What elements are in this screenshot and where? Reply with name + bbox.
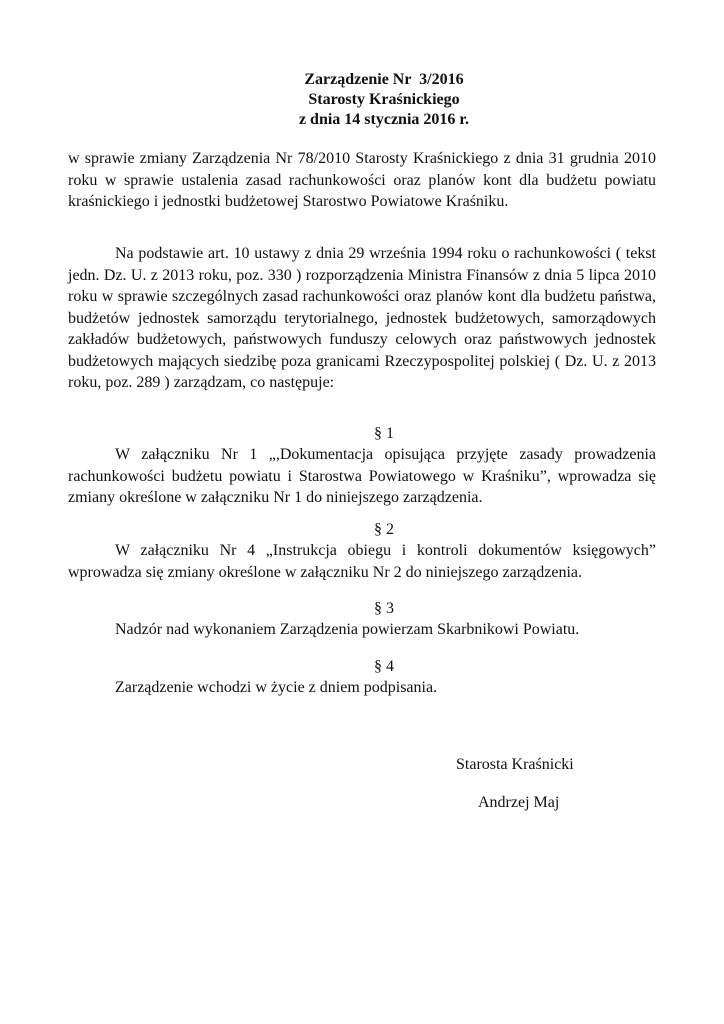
section-1-text: W załączniku Nr 1 „,Dokumentacja opisująca przyjęte zasady prowadzenia rachunkowości budżetu powiatu i Starostwa Powiatowego w Kraśniku”, wprowadza się zmiany określone w załączniku Nr 1 do niniejszego zarządzenia.	[68, 446, 656, 506]
subject-paragraph: w sprawie zmiany Zarządzenia Nr 78/2010 Starosty Kraśnickiego z dnia 31 grudnia 2010 roku w sprawie ustalenia zasad rachunkowości oraz planów kont dla budżetu powiatu kraśnickiego i jednostki budżetowej Starostwo Powiatowe Kraśniku.	[68, 150, 656, 210]
section-3-text: Nadzór nad wykonaniem Zarządzenia powierzam Skarbnikowi Powiatu.	[115, 621, 580, 638]
legal-basis-paragraph: Na podstawie art. 10 ustawy z dnia 29 września 1994 roku o rachunkowości ( tekst jedn. Dz. U. z 2013 roku, poz. 330 ) rozporządzenia Ministra Finansów z dnia 5 lipca 2010 roku w sprawie szczególnych zasad rachunkowości oraz planów kont dla budżetu państwa, budżetów jednostek samorządu terytorialnego, jednostek budżetowych, samorządowych zakładów budżetowych, państwowych funduszy celowych oraz państwowych jednostek budżetowych mających siedzibę poza granicami Rzeczypospolitej polskiej ( Dz. U. z 2013 roku, poz. 289 ) zarządzam, co następuje:	[68, 245, 656, 391]
signature-name: Andrzej Maj	[478, 794, 560, 811]
section-2-text: W załączniku Nr 4 „Instrukcja obiegu i kontroli dokumentów księgowych” wprowadza się zmiany określone w załączniku Nr 2 do niniejszego zarządzenia.	[68, 542, 656, 581]
section-4-sign: § 4	[374, 658, 394, 675]
section-3-sign: § 3	[374, 600, 394, 617]
signature-title: Starosta Kraśnicki	[456, 756, 574, 773]
issuer: Starosty Kraśnickiego	[308, 91, 460, 108]
section-4-text: Zarządzenie wchodzi w życie z dniem podpisania.	[115, 679, 438, 696]
section-1-sign: § 1	[374, 425, 394, 442]
ordinance-number: Zarządzenie Nr 3/2016	[304, 71, 464, 88]
document-header	[0, 70, 724, 130]
section-2-sign: § 2	[374, 521, 394, 538]
issue-date: z dnia 14 stycznia 2016 r.	[298, 111, 470, 128]
